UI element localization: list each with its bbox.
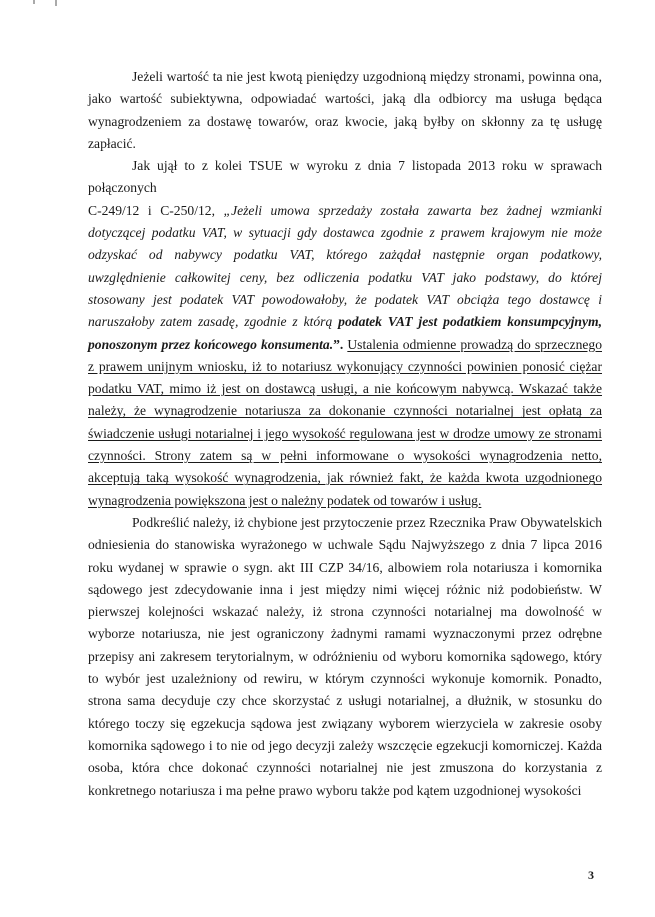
document-body bbox=[88, 66, 602, 802]
case-numbers: C-249/12 i C-250/12, bbox=[88, 202, 215, 218]
page-number: 3 bbox=[588, 868, 594, 882]
paragraph-2: Jak ujął to z kolei TSUE w wyroku z dnia 7 listopada 2013 roku w sprawach połączonych bbox=[88, 158, 602, 196]
paragraph-1: Jeżeli wartość ta nie jest kwotą pieniędzy uzgodnioną między stronami, powinna ona, jako wartość subiektywna, odpowiadać wartości, jaką dla odbiorcy ma usługa będąca wynagrodzeniem za dostawę towarów, oraz kwocie, jaką byłby on skłonny za tę usługę zapłacić. bbox=[88, 69, 602, 151]
scan-edge-marks bbox=[0, 0, 655, 20]
quote-closing-mark: ”. bbox=[333, 336, 344, 352]
paragraph-4: Podkreślić należy, iż chybione jest przytoczenie przez Rzecznika Praw Obywatelskich odniesienia do stanowiska wyrażonego w uchwale Sądu Najwyższego z dnia 7 lipca 2016 roku wydanej w sprawie o sygn. akt III CZP 34/16, albowiem rola notariusza i komornika sądowego jest zdecydowanie inna i jest między nimi więcej różnic niż podobieństw. W pierwszej kolejności wskazać należy, iż strona czynności notarialnej ma dowolność w wyborze notariusza, nie jest ograniczony żadnymi ramami wyznaczonymi przez odrębne przepisy ani zakresem terytorialnym, w odróżnieniu od wyboru komornika sądowego, który to wybór jest uzależniony od rewiru, w którym czynności wykonuje komornik. Ponadto, strona sama decyduje czy chce skorzystać z usługi notarialnej, a dłużnik, w stosunku do którego toczy się egzekucja sądowa jest związany wyborem wierzyciela w zakresie osoby komornika sądowego i to nie od jego decyzji zależy wszczęcie egzekucji komorniczej. Każda osoba, która chce dokonać czynności notarialnej nie jest zmuszona do korzystania z konkretnego notariusza i ma pełne prawo wyboru także pod kątem uzgodnionej wysokości bbox=[88, 514, 602, 798]
tsue-quote: „Jeżeli umowa sprzedaży została zawarta bez żadnej wzmianki dotyczącej podatku VAT, w sytuacji gdy dostawca zgodnie z prawem krajowym nie może odzyskać od nabywcy podatku VAT, którego zażądał następnie organ podatkowy, uwzględnienie całkowitej ceny, bez odliczenia podatku VAT jako podstawy, do której stosowany jest podatek VAT powodowałoby, że podatek VAT obciąża tego dostawcę i naruszałoby zatem zasadę, zgodnie z którą bbox=[88, 202, 602, 330]
tsue-quote-emphasis: podatek VAT jest podatkiem konsumpcyjnym, ponoszonym przez końcowego konsumenta. bbox=[88, 314, 602, 352]
paragraph-3 bbox=[88, 200, 602, 512]
underlined-argument: Ustalenia odmienne prowadzą do sprzecznego z prawem unijnym wniosku, iż to notariusz wykonujący czynności powinien ponosić ciężar podatku VAT, mimo iż jest on dostawcą usługi, a nie końcowym nabywcą. Wskazać także należy, że wynagrodzenie notariusza za dokonanie czynności notarialnej jest opłatą za świadczenie usługi notarialnej i jego wysokość regulowana jest w drodze umowy ze stronami czynności. Strony zatem są w pełni informowane o wysokości wynagrodzenia netto, akceptują taką wysokość wynagrodzenia, jak również fakt, że każda kwota uzgodnionego wynagrodzenia powiększona jest o należny podatek od towarów i usług. bbox=[88, 336, 602, 508]
